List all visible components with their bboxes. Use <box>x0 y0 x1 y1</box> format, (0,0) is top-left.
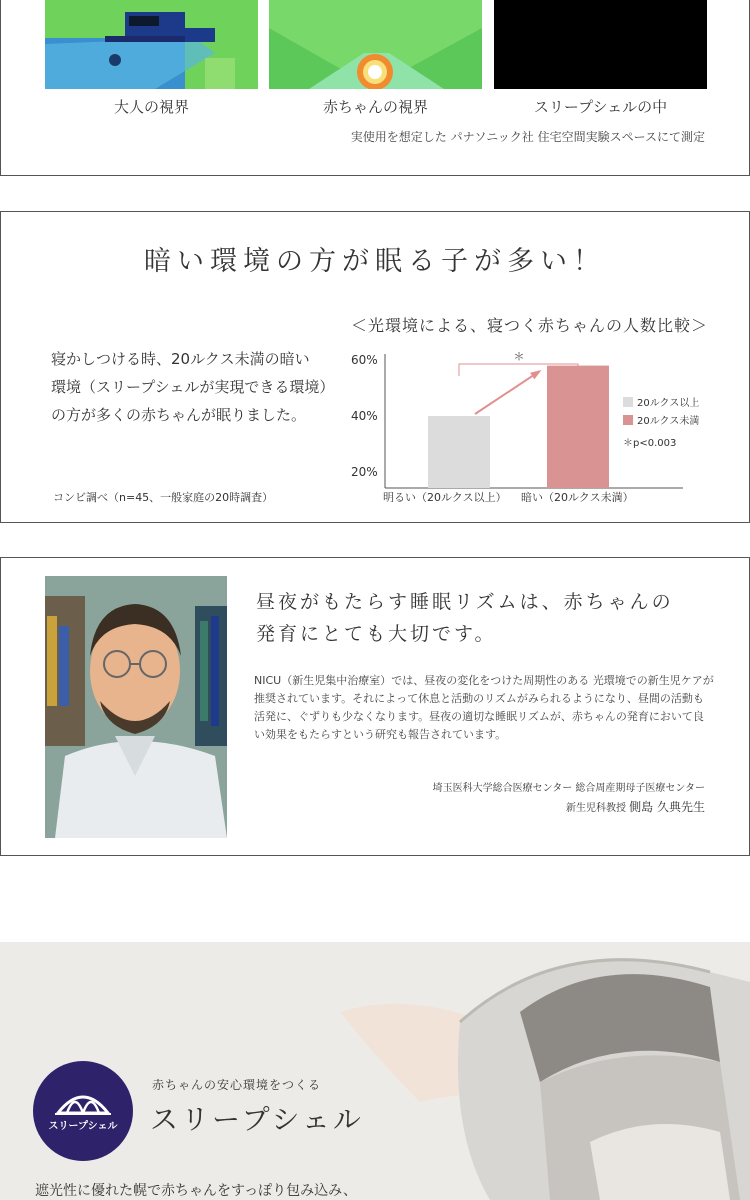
stroller-canopy-image <box>300 942 750 1200</box>
doctor-photo <box>45 576 227 838</box>
y-tick-20: 20% <box>351 465 378 479</box>
sleep-comparison-chart <box>343 342 713 502</box>
y-tick-60: 60% <box>351 353 378 367</box>
bar-bright <box>428 416 490 488</box>
doctor-body: NICU（新生児集中治療室）では、昼夜の変化をつけた周期性のある 光環境での新生児ケアが推奨されています。それによって休息と活動のリズムがみられるようになり、昼間の活動も 活発に、ぐずりも少なくなります。昼夜の適切な睡眠リズムが、赤ちゃんの発育において良い効果をもたらすという研究も報告されています。 <box>254 674 714 741</box>
sleep-shell-vision-label: スリープシェルの中 <box>533 98 668 116</box>
y-tick-40: 40% <box>351 409 378 423</box>
dark-environment-section <box>0 211 750 523</box>
measurement-note: 実使用を想定した パナソニック社 住宅空間実験スペースにて測定 <box>350 130 705 144</box>
vision-comparison-section <box>0 0 750 176</box>
sleep-shell-intro-band <box>0 942 750 1200</box>
baby-vision-image <box>269 0 482 89</box>
text-line: の方が多くの赤ちゃんが眠りました。 <box>51 406 307 424</box>
affiliation-text: 埼玉医科大学総合医療センター 総合周産期母子医療センター <box>432 783 705 794</box>
brand-description: 遮光性に優れた幌で赤ちゃんをすっぽり包み込み、 <box>35 1183 357 1199</box>
bar-dark <box>547 366 609 488</box>
adult-vision-label: 大人の視界 <box>113 98 189 116</box>
legend-swatch-dark <box>623 415 633 425</box>
doctor-name: 側島 久典先生 <box>629 800 705 814</box>
doctor-name-line <box>433 798 705 818</box>
logo-text: スリープシェル <box>48 1121 118 1132</box>
brand-subtitle: 赤ちゃんの安心環境をつくる <box>152 1078 322 1092</box>
survey-source: コンビ調べ（n=45、一般家庭の20時調査） <box>53 491 274 504</box>
sleep-shell-vision-image <box>494 0 707 89</box>
section-heading: 暗い環境の方が眠る子が多い！ <box>144 246 606 277</box>
dark-environment-text <box>51 345 334 429</box>
legend-label-dark: 20ルクス未満 <box>637 416 700 427</box>
x-label-bright: 明るい（20ルクス以上） <box>383 491 507 502</box>
text-line: 環境（スリープシェルが実現できる環境） <box>51 378 335 396</box>
doctor-title: 新生児科教授 <box>565 803 626 814</box>
significance-mark: ＊ <box>513 350 525 363</box>
x-label-dark: 暗い（20ルクス未満） <box>521 491 634 502</box>
headline-line: 昼夜がもたらす睡眠リズムは、赤ちゃんの <box>256 591 674 613</box>
legend-swatch-bright <box>623 397 633 407</box>
brand-title: スリープシェル <box>150 1103 364 1136</box>
text-line: 寝かしつける時、20ルクス未満の暗い <box>51 350 310 368</box>
headline-line: 発育にとても大切です。 <box>256 623 497 645</box>
doctor-comment-section <box>0 557 750 856</box>
doctor-affiliation <box>433 780 705 818</box>
baby-vision-label: 赤ちゃんの視界 <box>322 98 428 116</box>
trend-arrow <box>475 372 539 414</box>
legend-label-bright: 20ルクス以上 <box>637 398 700 409</box>
trend-arrow-head <box>530 370 541 379</box>
doctor-headline <box>256 586 674 650</box>
p-value: ＊p<0.003 <box>623 438 677 449</box>
adult-vision-image <box>45 0 258 89</box>
sleep-shell-logo <box>33 1061 133 1161</box>
chart-title: ＜光環境による、寝つく赤ちゃんの人数比較＞ <box>351 316 709 335</box>
